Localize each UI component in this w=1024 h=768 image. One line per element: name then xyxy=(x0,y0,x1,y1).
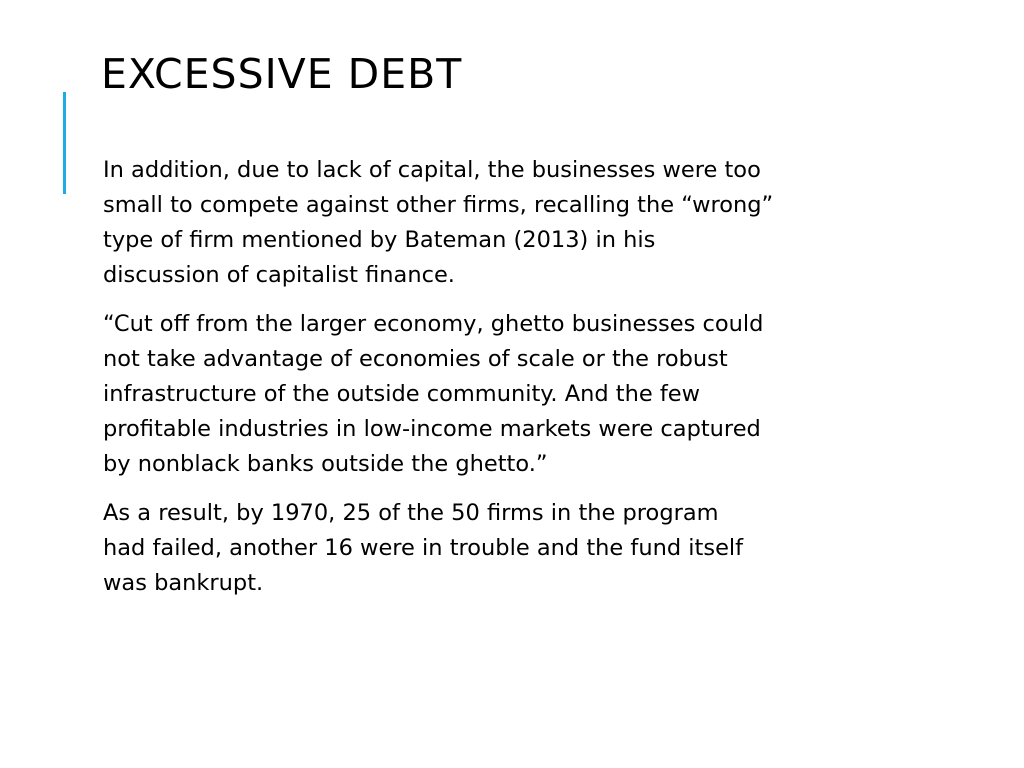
body-paragraph-lack-of-capital: In addition, due to lack of capital, the businesses were too small to compete against other firms, recalling the “wrong” type of firm mentioned by Bateman (2013) in his discussion of capitalist finance. xyxy=(103,157,774,288)
slide-body xyxy=(103,153,903,615)
slide-title: EXCESSIVE DEBT xyxy=(101,50,463,98)
body-paragraph-quote: “Cut off from the larger economy, ghetto businesses could not take advantage of economies of scale or the robust infrastructure of the outside community. And the few profitable industries in low-income markets were captured by nonblack banks outside the ghetto.” xyxy=(103,311,764,477)
accent-bar xyxy=(63,92,66,194)
body-paragraph-result: As a result, by 1970, 25 of the 50 firms in the program had failed, another 16 were in trouble and the fund itself was bankrupt. xyxy=(103,500,744,596)
